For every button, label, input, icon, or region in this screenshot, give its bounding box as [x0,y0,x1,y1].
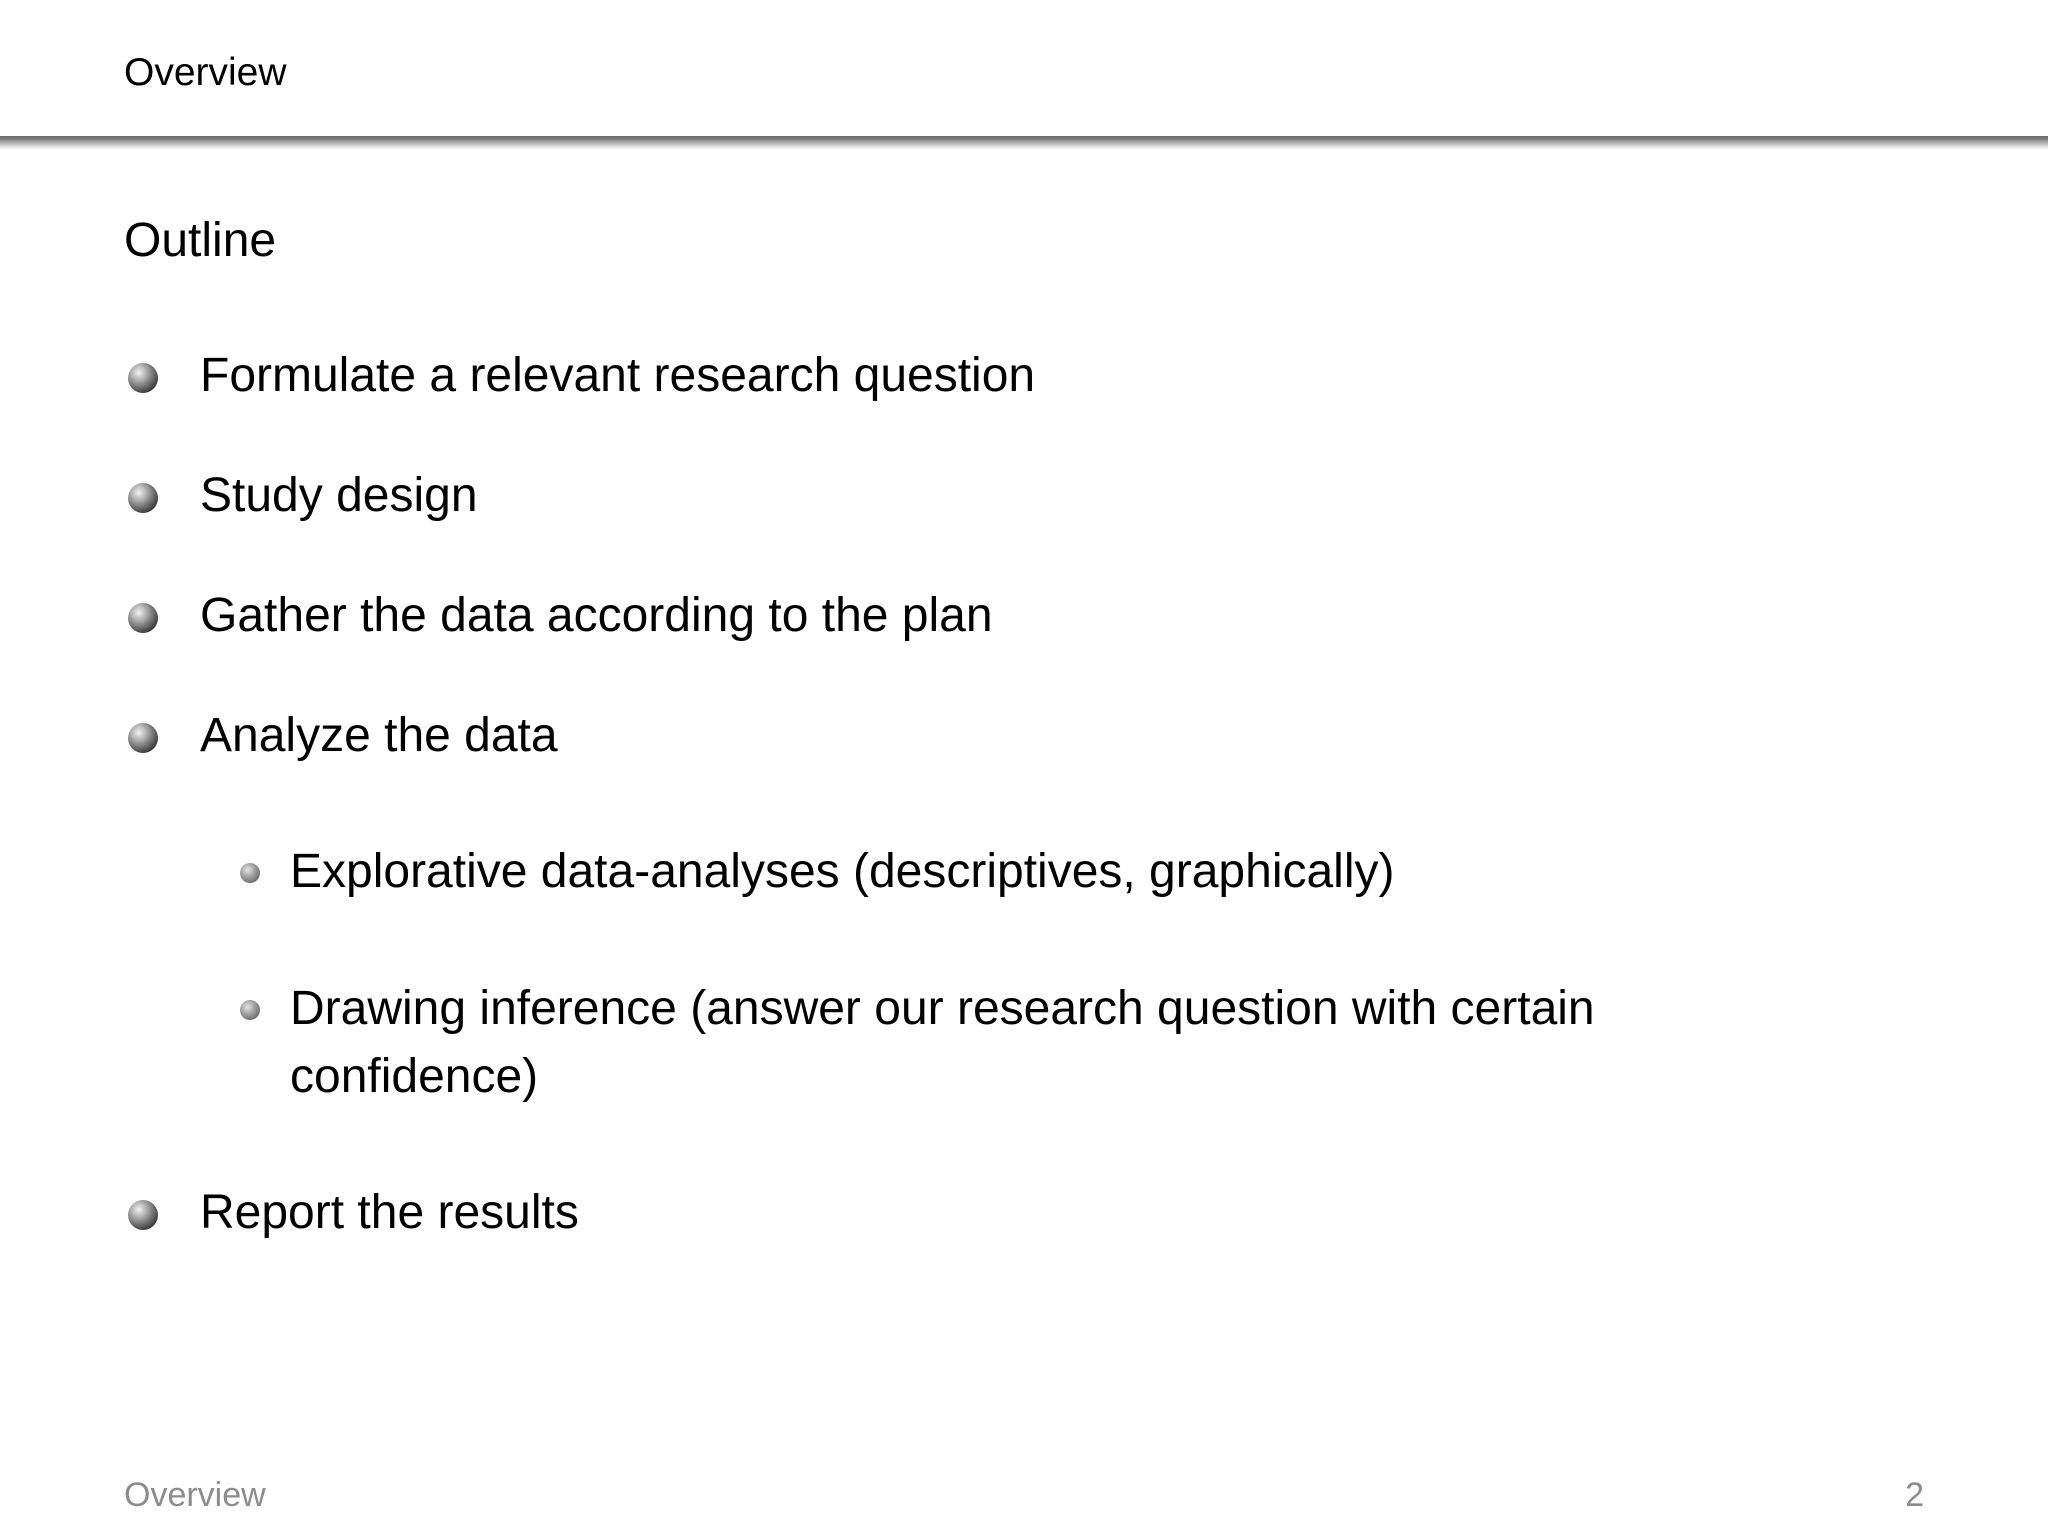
sphere-bullet-icon [128,603,158,633]
sub-list-item-text: Drawing inference (answer our research question with certain confidence) [290,982,1595,1103]
small-bullet-icon [240,863,260,883]
page-number: 2 [1905,1476,1924,1514]
list-item-text: Analyze the data [200,709,558,762]
slide-heading: Outline [124,214,277,267]
small-bullet-icon [240,1000,260,1020]
header-divider [0,136,2048,150]
sphere-bullet-icon [128,483,158,513]
sphere-bullet-icon [128,1200,158,1230]
list-item-text: Report the results [200,1186,579,1239]
sphere-bullet-icon [128,723,158,753]
footer-section-label: Overview [124,1476,266,1514]
list-item-text: Gather the data according to the plan [200,589,993,642]
sphere-bullet-icon [128,363,158,393]
header-title: Overview [124,51,287,94]
sub-list-item-text: Explorative data-analyses (descriptives, graphically) [290,845,1395,898]
list-item-text: Formulate a relevant research question [200,349,1036,402]
list-item-text: Study design [200,469,478,522]
